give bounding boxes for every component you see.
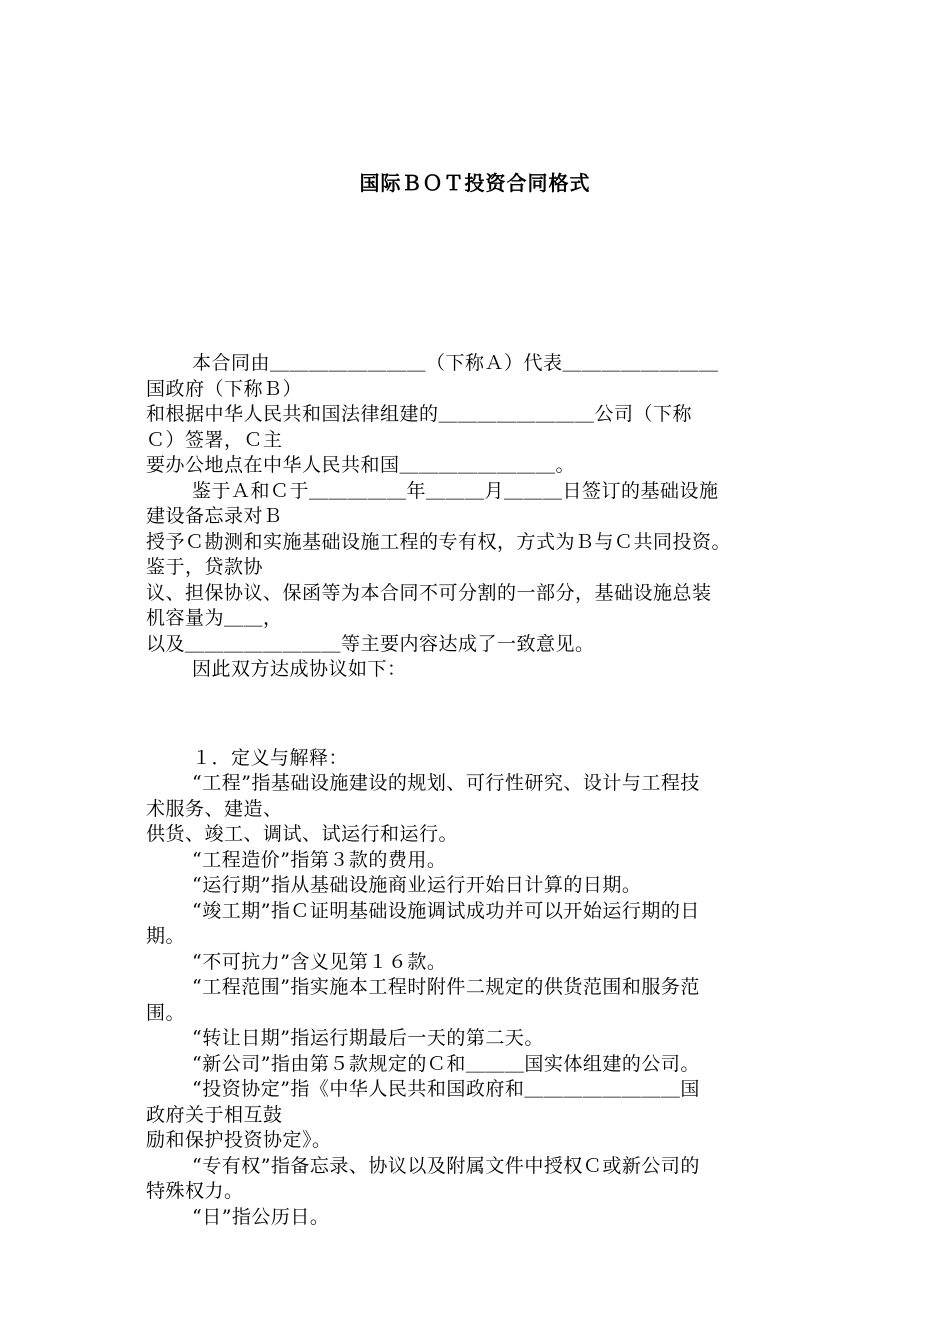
- preamble-line: 机容量为＿＿，: [146, 607, 283, 629]
- definition-line: 励和保护投资协定》。: [146, 1129, 332, 1151]
- definition-line: 围。: [146, 1001, 186, 1024]
- definition-line: “投资协定”指《中华人民共和国政府和＿＿＿＿＿＿＿＿国: [192, 1078, 700, 1100]
- definition-line: 期。: [146, 925, 186, 947]
- preamble-line: 因此双方达成协议如下：: [192, 658, 407, 680]
- definition-line: 特殊权力。: [146, 1180, 244, 1202]
- preamble-line: 鉴于，贷款协: [146, 556, 264, 578]
- document-body: [146, 351, 816, 1230]
- definitions-section: [146, 746, 816, 1231]
- preamble-line: 本合同由＿＿＿＿＿＿＿＿（下称Ａ）代表＿＿＿＿＿＿＿＿: [192, 352, 719, 374]
- definition-line: 术服务、建造、: [146, 797, 283, 820]
- definition-line: “不可抗力”含义见第１６款。: [192, 950, 447, 973]
- definition-line: “日”指公历日。: [192, 1205, 330, 1228]
- preamble-section: [146, 351, 816, 683]
- definition-line: １．定义与解释：: [192, 746, 349, 769]
- preamble-line: 授予Ｃ勘测和实施基础设施工程的专有权，方式为Ｂ与Ｃ共同投资。: [146, 530, 732, 553]
- definition-line: 政府关于相互鼓: [146, 1103, 283, 1126]
- document-title: 国际ＢＯＴ投资合同格式: [359, 171, 591, 195]
- preamble-line: 和根据中华人民共和国法律组建的＿＿＿＿＿＿＿＿公司（下称: [146, 403, 693, 425]
- preamble-line: Ｃ）签署，Ｃ主: [146, 428, 283, 451]
- definition-line: “工程造价”指第３款的费用。: [192, 848, 447, 871]
- section-gap: [146, 683, 816, 746]
- preamble-line: 鉴于Ａ和Ｃ于＿＿＿＿＿年＿＿＿月＿＿＿日签订的基础设施: [192, 479, 719, 502]
- preamble-line: 议、担保协议、保函等为本合同不可分割的一部分，基础设施总装: [146, 581, 712, 604]
- definition-line: “运行期”指从基础设施商业运行开始日计算的日期。: [192, 874, 642, 896]
- preamble-line: 国政府（下称Ｂ）: [146, 377, 303, 400]
- preamble-line: 要办公地点在中华人民共和国＿＿＿＿＿＿＿＿。: [146, 454, 576, 476]
- definition-line: “专有权”指备忘录、协议以及附属文件中授权Ｃ或新公司的: [192, 1154, 700, 1177]
- preamble-line: 建设备忘录对Ｂ: [146, 505, 283, 527]
- definition-line: “转让日期”指运行期最后一天的第二天。: [192, 1027, 544, 1049]
- definition-line: “竣工期”指Ｃ证明基础设施调试成功并可以开始运行期的日: [192, 899, 700, 922]
- definition-line: “新公司”指由第５款规定的Ｃ和＿＿＿国实体组建的公司。: [192, 1052, 700, 1075]
- preamble-line: 以及＿＿＿＿＿＿＿＿等主要内容达成了一致意见。: [146, 632, 595, 655]
- definition-line: “工程范围”指实施本工程时附件二规定的供货范围和服务范: [192, 976, 700, 998]
- definition-line: “工程”指基础设施建设的规划、可行性研究、设计与工程技: [192, 772, 700, 794]
- definition-line: 供货、竣工、调试、试运行和运行。: [146, 823, 459, 845]
